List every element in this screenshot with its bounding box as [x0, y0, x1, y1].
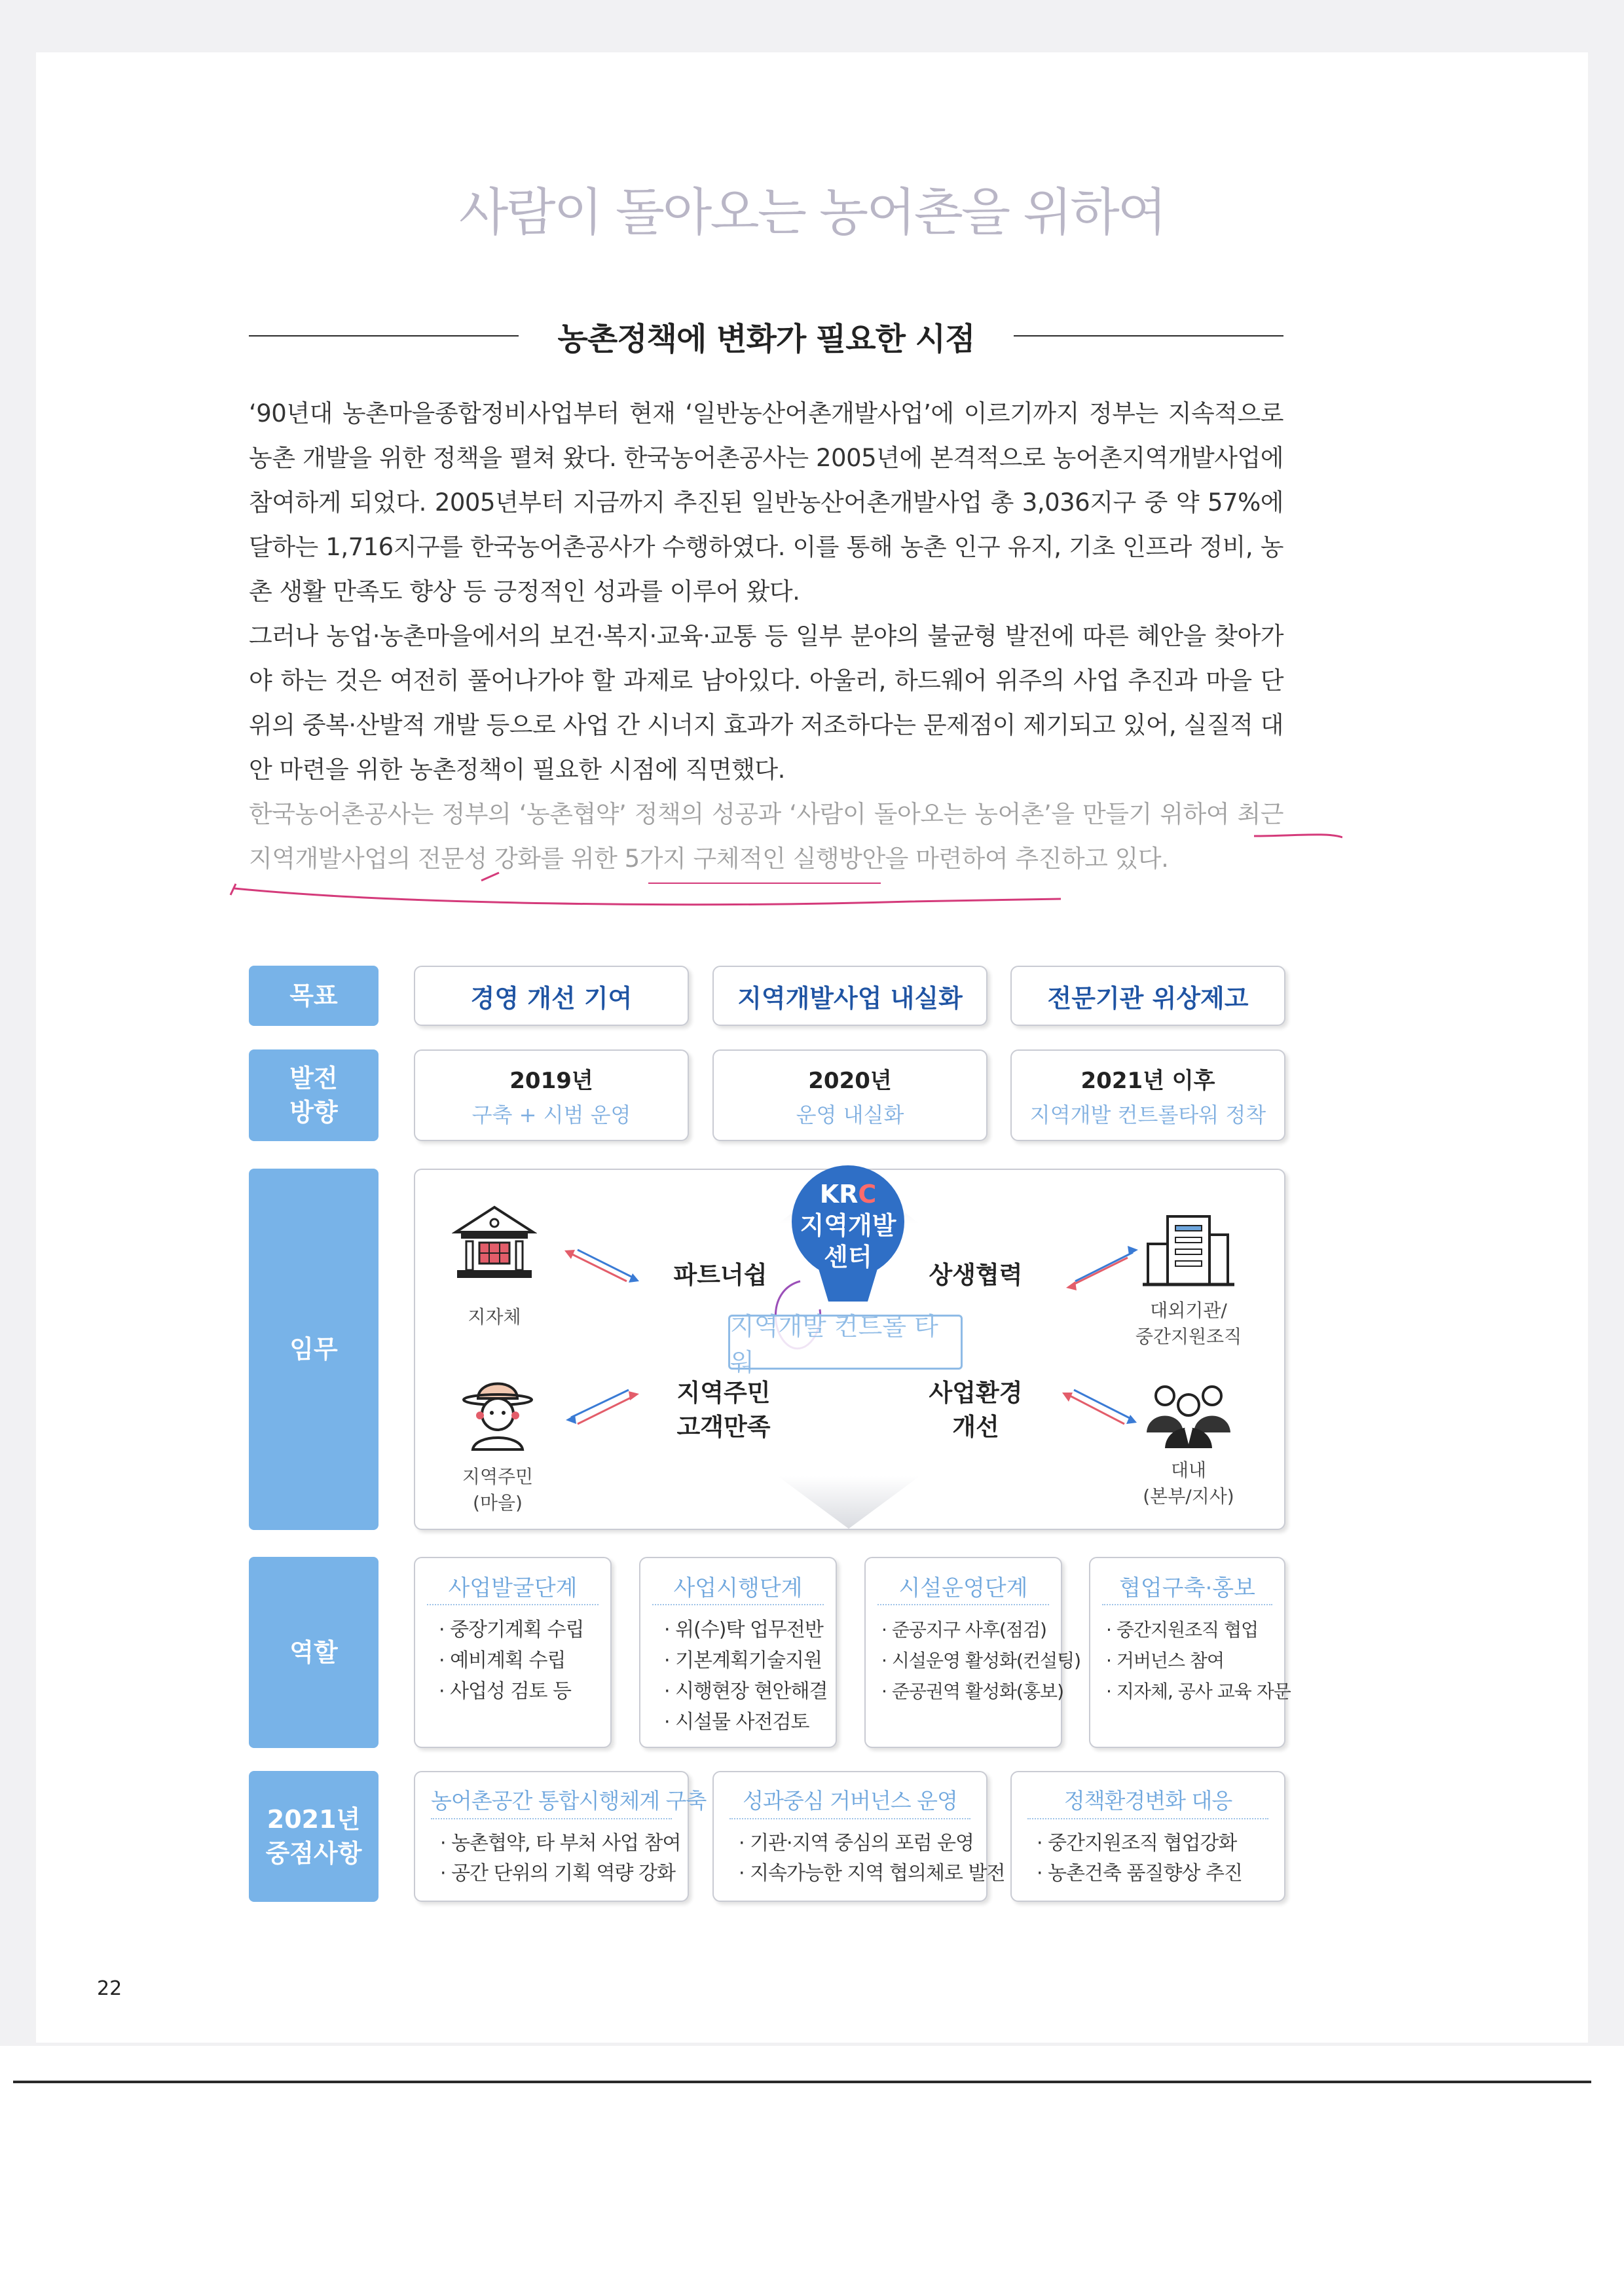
role-card	[1089, 1557, 1291, 1748]
role-item: · 준공지구 사후(점검)	[881, 1619, 1046, 1641]
staff-group-icon	[1143, 1380, 1234, 1452]
focus-title: 농어촌공간 통합시행체계 구축	[431, 1783, 672, 1819]
goal-box: 지역개발사업 내실화	[712, 966, 987, 1026]
role-item: · 준공권역 활성화(홍보)	[881, 1681, 1063, 1702]
role-card	[639, 1557, 837, 1748]
focus-card	[712, 1771, 1005, 1902]
building-icon	[1143, 1211, 1234, 1290]
heading-rule-right	[1014, 335, 1283, 337]
krc-center-label	[786, 1178, 910, 1273]
section-heading	[249, 313, 1283, 359]
farmer-icon	[458, 1374, 537, 1452]
direction-desc: 구축 + 시범 운영	[471, 1102, 631, 1127]
external-caption: 대외기관/ 중간지원조직	[1135, 1300, 1242, 1347]
scan-margin	[0, 2046, 1624, 2296]
focus-item: · 중간지원조직 협업강화	[1037, 1832, 1237, 1855]
focus-title: 성과중심 거버넌스 운영	[729, 1783, 970, 1819]
focus-item: · 공간 단위의 기획 역량 강화	[440, 1862, 676, 1885]
control-tower-box: 지역개발 컨트롤 타워	[728, 1315, 963, 1370]
paragraph-1: ‘90년대 농촌마을종합정비사업부터 현재 ‘일반농산어촌개발사업’에 이르기까지 정부는 지속적으로 농촌 개발을 위한 정책을 펼쳐 왔다. 한국농어촌공사는 2005년에 본격적으로 농어촌지역개발사업에 참여하게 되었다. 2005년부터 지금까지 추진된 일반농산어촌개발사업 총 3,036지구 중 약 57%에 달하는 1,716지구를 한국농어촌공사가 수행하였다. 이를 통해 농촌 인구 유지, 기초 인프라 정비, 농촌 생활 만족도 향상 등 긍정적인 성과를 이루어 왔다.	[249, 399, 1283, 606]
direction-year: 2021년 이후	[1080, 1067, 1215, 1094]
partnership-text: 파트너쉽	[673, 1261, 767, 1289]
role-item: · 중간지원조직 협업	[1106, 1619, 1259, 1641]
role-item: · 기본계획기술지원	[664, 1649, 822, 1672]
body-text	[249, 392, 1283, 881]
residents-caption: 지역주민 (마을)	[462, 1466, 534, 1514]
krc-line1: 지역개발	[800, 1211, 896, 1240]
direction-year: 2020년	[808, 1067, 892, 1094]
role-title: 협업구축·홍보	[1102, 1571, 1272, 1605]
direction-box	[712, 1049, 987, 1141]
focus-item: · 농촌협약, 타 부처 사업 참여	[440, 1832, 681, 1855]
role-title: 사업시행단계	[652, 1571, 824, 1605]
role-title: 시설운영단계	[877, 1571, 1049, 1605]
direction-box	[1010, 1049, 1285, 1141]
section-heading-text: 농촌정책에 변화가 필요한 시점	[557, 320, 975, 357]
pen-underline	[229, 828, 1342, 920]
role-item: · 위(수)탁 업무전반	[664, 1618, 823, 1641]
paragraph-2: 그러나 농업·농촌마을에서의 보건·복지·교육·교통 등 일부 분야의 불균형 발전에 따른 혜안을 찾아가야 하는 것은 여전히 풀어나가야 할 과제로 남아있다. 아울러, 하드웨어 위주의 사업 추진과 마을 단위의 중복·산발적 개발 등으로 사업 간 시너지 효과가 저조하다는 문제점이 제기되고 있어, 실질적 대안 마련을 위한 농촌정책이 필요한 시점에 직면했다.	[249, 622, 1283, 784]
direction-year: 2019년	[509, 1067, 593, 1094]
role-item: · 예비계획 수립	[439, 1649, 566, 1672]
role-card	[414, 1557, 612, 1748]
satisfaction-text: 지역주민 고객만족	[676, 1379, 771, 1441]
role-item: · 사업성 검토 등	[439, 1680, 572, 1703]
focus-card	[1010, 1771, 1285, 1902]
krc-brand: KRC	[819, 1180, 877, 1209]
role-item: · 시설운영 활성화(컨설팅)	[881, 1650, 1081, 1671]
label-role: 역할	[249, 1557, 378, 1748]
heading-rule-left	[249, 335, 519, 337]
goal-box: 전문기관 위상제고	[1010, 966, 1285, 1026]
focus-item: · 지속가능한 지역 협의체로 발전	[739, 1862, 1005, 1885]
page-edge-line	[13, 2081, 1591, 2083]
local-gov-caption: 지자체	[468, 1306, 521, 1328]
role-item: · 시행현장 현안해결	[664, 1680, 828, 1703]
label-focus: 2021년 중점사항	[249, 1771, 378, 1902]
focus-title: 정책환경변화 대응	[1027, 1783, 1268, 1819]
role-card	[864, 1557, 1081, 1748]
role-title: 사업발굴단계	[427, 1571, 599, 1605]
direction-desc: 지역개발 컨트롤타워 정착	[1029, 1102, 1266, 1127]
cooperation-text: 상생협력	[929, 1261, 1023, 1289]
page-title: 사람이 돌아오는 농어촌을 위하여	[458, 183, 1166, 242]
page-number: 22	[97, 1977, 122, 2000]
focus-item: · 농촌건축 품질향상 추진	[1037, 1862, 1242, 1885]
goal-box: 경영 개선 기여	[414, 966, 689, 1026]
internal-caption: 대내 (본부/지사)	[1143, 1459, 1234, 1507]
role-item: · 시설물 사전검토	[664, 1711, 809, 1734]
focus-card	[414, 1771, 707, 1902]
label-mission: 임무	[249, 1169, 378, 1530]
role-item: · 거버넌스 참여	[1106, 1650, 1225, 1671]
focus-item: · 기관·지역 중심의 포럼 운영	[739, 1832, 974, 1855]
role-item: · 지자체, 공사 교육 자문	[1106, 1681, 1291, 1702]
environment-text: 사업환경 개선	[929, 1379, 1023, 1441]
arrow-down-shape	[778, 1476, 919, 1529]
label-goal: 목표	[249, 966, 378, 1026]
direction-box	[414, 1049, 689, 1141]
role-item: · 중장기계획 수립	[439, 1618, 584, 1641]
direction-desc: 운영 내실화	[796, 1102, 904, 1127]
paragraph-3: 한국농어촌공사는 정부의 ‘농촌협약’ 정책의 성공과 ‘사람이 돌아오는 농어촌’을 만들기 위하여 최근 지역개발사업의 전문성 강화를 위한 5가지 구체적인 실행방안을 마련하여 추진하고 있다.	[249, 800, 1283, 873]
city-hall-icon	[452, 1205, 537, 1282]
krc-line2: 센터	[824, 1243, 872, 1271]
label-direction: 발전 방향	[249, 1049, 378, 1141]
